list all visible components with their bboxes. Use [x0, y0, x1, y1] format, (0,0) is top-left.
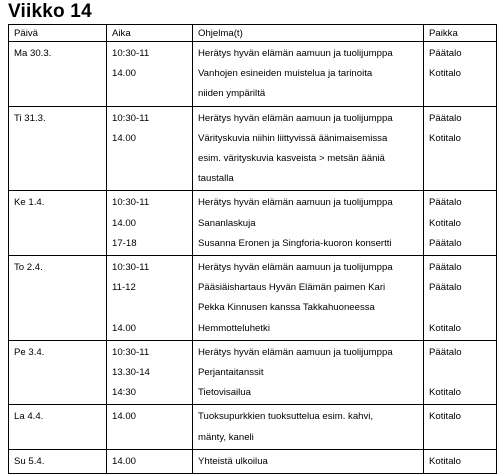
schedule-body: [9, 42, 497, 474]
column-header-place: Paikka: [424, 25, 497, 42]
time-line: 17-18: [112, 237, 137, 249]
time-cell: [107, 256, 193, 341]
day-cell: [9, 191, 107, 256]
time-line: 14.00: [112, 322, 137, 334]
day-cell: [9, 106, 107, 191]
place-line: [429, 149, 491, 169]
time-line: [112, 84, 187, 104]
place-line: Kotitalo: [429, 455, 461, 467]
time-line: 14.00: [112, 68, 137, 80]
time-cell: [107, 106, 193, 191]
place-line: [429, 298, 491, 318]
table-row: [9, 42, 497, 107]
place-line: [429, 169, 491, 189]
day-label: Pe 3.4.: [14, 346, 45, 358]
table-row: [9, 106, 497, 191]
place-line: [429, 363, 491, 383]
time-line: [112, 149, 187, 169]
place-cell: [424, 191, 497, 256]
place-line: Kotitalo: [429, 132, 461, 144]
table-row: [9, 191, 497, 256]
program-line: Susanna Eronen ja Singforia-kuoron konsertti: [198, 237, 392, 249]
place-line: Päätalo: [429, 197, 462, 209]
place-line: Kotitalo: [429, 217, 461, 229]
place-line: Kotitalo: [429, 322, 461, 334]
time-line: [112, 298, 187, 318]
program-line: Tuoksupurkkien tuoksuttelua esim. kahvi,: [198, 411, 374, 423]
program-line: Herätys hyvän elämän aamuun ja tuolijumppa: [198, 197, 393, 209]
time-line: 14.00: [112, 132, 137, 144]
day-label: La 4.4.: [14, 411, 44, 423]
program-cell: [193, 256, 424, 341]
place-cell: [424, 106, 497, 191]
day-cell: [9, 449, 107, 473]
time-line: 10:30-11: [112, 262, 150, 274]
program-line: Värityskuvia niihin liittyvissä äänimaisemissa: [198, 132, 388, 144]
day-cell: [9, 42, 107, 107]
time-cell: [107, 449, 193, 473]
program-line: Vanhojen esineiden muistelua ja tarinoita: [198, 68, 373, 80]
program-line: Herätys hyvän elämän aamuun ja tuolijumppa: [198, 262, 393, 274]
place-cell: [424, 449, 497, 473]
program-line: Hemmotteluhetki: [198, 322, 270, 334]
table-row: [9, 405, 497, 449]
program-line: Pekka Kinnusen kanssa Takkahuoneessa: [198, 302, 375, 314]
place-line: Päätalo: [429, 112, 462, 124]
program-line: Perjantaitanssit: [198, 367, 264, 379]
day-cell: [9, 340, 107, 405]
place-line: Päätalo: [429, 48, 462, 59]
day-label: Ti 31.3.: [14, 112, 46, 124]
program-cell: [193, 106, 424, 191]
place-line: Päätalo: [429, 346, 462, 358]
program-line: Herätys hyvän elämän aamuun ja tuolijumppa: [198, 48, 393, 59]
time-cell: [107, 42, 193, 107]
day-cell: [9, 405, 107, 449]
schedule-table: [8, 24, 497, 474]
place-line: Kotitalo: [429, 387, 461, 399]
program-line: Tietovisailua: [198, 387, 251, 399]
column-header-program: Ohjelma(t): [193, 25, 424, 42]
column-header-time: Aika: [107, 25, 193, 42]
program-line: Yhteistä ulkoilua: [198, 455, 268, 467]
time-line: [112, 169, 187, 189]
table-row: [9, 449, 497, 473]
time-line: 10:30-11: [112, 346, 150, 358]
program-line: Herätys hyvän elämän aamuun ja tuolijumppa: [198, 112, 393, 124]
program-cell: [193, 405, 424, 449]
program-cell: [193, 340, 424, 405]
time-cell: [107, 405, 193, 449]
program-line: taustalla: [198, 173, 234, 185]
time-line: 14.00: [112, 455, 137, 467]
place-line: Päätalo: [429, 282, 462, 294]
time-line: 14:30: [112, 387, 137, 399]
day-label: To 2.4.: [14, 262, 43, 274]
day-cell: [9, 256, 107, 341]
time-line: 11-12: [112, 282, 136, 294]
place-line: Kotitalo: [429, 411, 461, 423]
day-label: Ke 1.4.: [14, 197, 45, 209]
program-line: esim. värityskuvia kasveista > metsän ääniä: [198, 153, 385, 165]
place-line: Kotitalo: [429, 68, 461, 80]
time-line: 10:30-11: [112, 112, 150, 124]
place-line: Päätalo: [429, 262, 462, 274]
place-cell: [424, 256, 497, 341]
time-cell: [107, 340, 193, 405]
program-cell: [193, 42, 424, 107]
table-header-row: [9, 25, 497, 42]
program-line: niiden ympäriltä: [198, 88, 266, 100]
column-header-day: Päivä: [9, 25, 107, 42]
place-line: Päätalo: [429, 237, 462, 249]
place-cell: [424, 340, 497, 405]
place-cell: [424, 42, 497, 107]
time-line: 10:30-11: [112, 48, 150, 59]
time-line: 13.30-14: [112, 367, 150, 379]
program-cell: [193, 449, 424, 473]
time-line: [112, 428, 187, 448]
program-line: Sananlaskuja: [198, 217, 256, 229]
table-row: [9, 340, 497, 405]
day-label: Su 5.4.: [14, 455, 45, 467]
place-line: [429, 428, 491, 448]
table-row: [9, 256, 497, 341]
day-label: Ma 30.3.: [14, 48, 52, 59]
place-cell: [424, 405, 497, 449]
time-line: 14.00: [112, 217, 137, 229]
page-title: Viikko 14: [8, 1, 92, 22]
program-line: mänty, kaneli: [198, 431, 254, 443]
program-line: Herätys hyvän elämän aamuun ja tuolijumppa: [198, 346, 393, 358]
time-line: 10:30-11: [112, 197, 150, 209]
program-line: Pääsiäishartaus Hyvän Elämän paimen Kari: [198, 282, 386, 294]
time-line: 14.00: [112, 411, 137, 423]
time-cell: [107, 191, 193, 256]
place-line: [429, 84, 491, 104]
program-cell: [193, 191, 424, 256]
